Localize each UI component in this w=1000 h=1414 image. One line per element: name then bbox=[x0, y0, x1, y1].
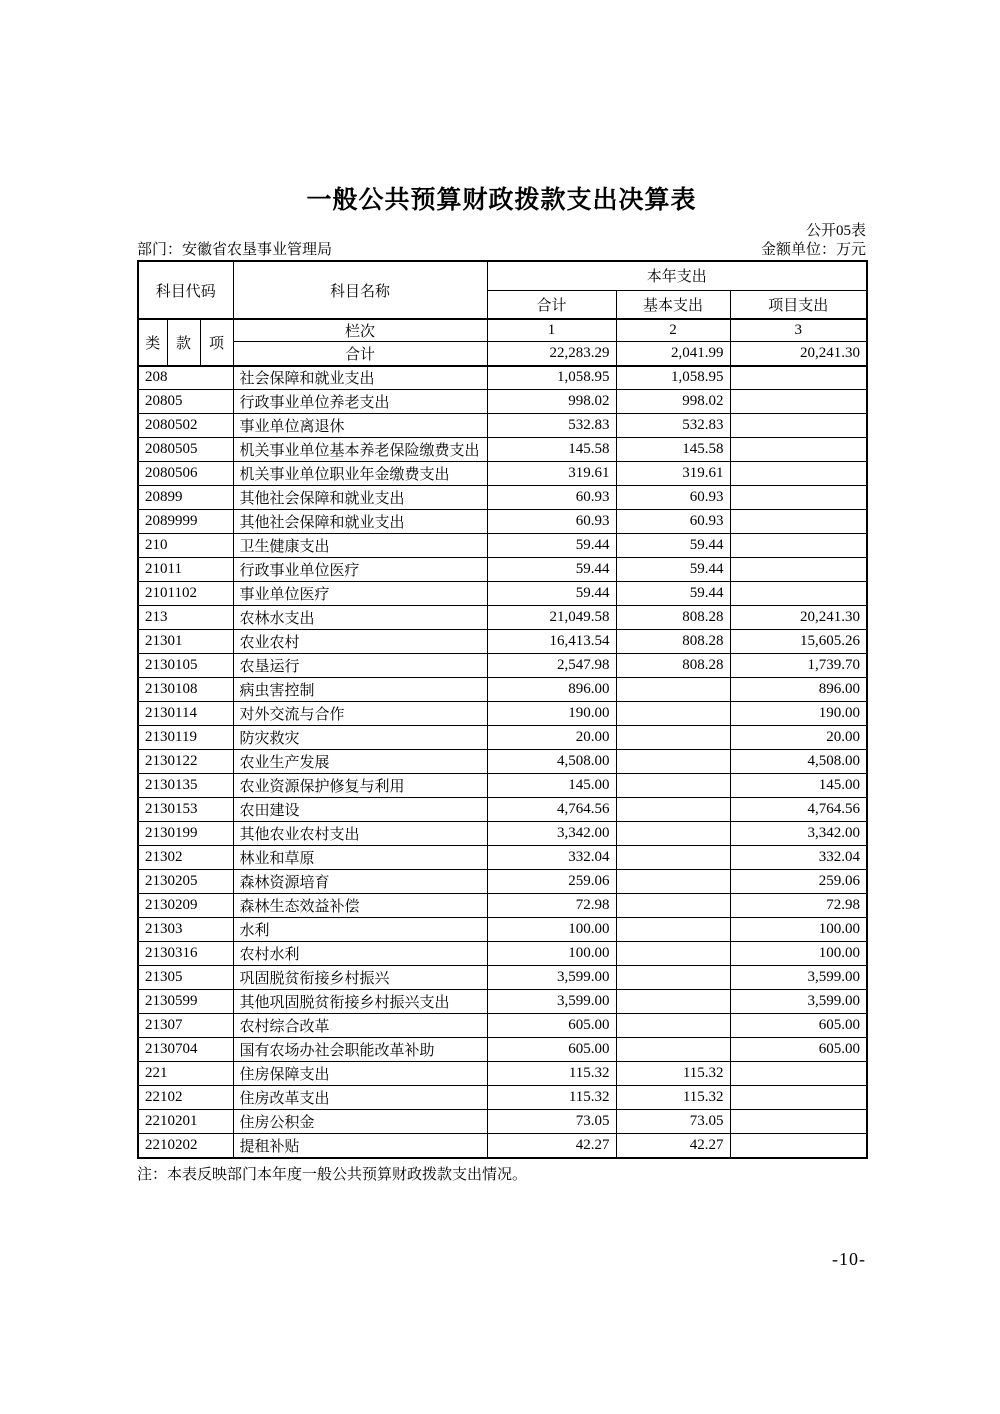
subject-name-cell: 林业和草原 bbox=[233, 846, 487, 870]
table-row bbox=[138, 702, 867, 726]
basic-value-cell bbox=[616, 822, 730, 846]
subject-code-cell: 2130119 bbox=[138, 726, 233, 750]
table-body bbox=[138, 366, 867, 1158]
subject-code-cell: 2130135 bbox=[138, 774, 233, 798]
table-row bbox=[138, 774, 867, 798]
subject-code-cell: 2130122 bbox=[138, 750, 233, 774]
grand-total-label: 合计 bbox=[233, 342, 487, 366]
total-value-cell: 896.00 bbox=[487, 678, 616, 702]
subject-code-cell: 21305 bbox=[138, 966, 233, 990]
basic-value-cell bbox=[616, 846, 730, 870]
project-value-cell: 1,739.70 bbox=[730, 654, 867, 678]
subject-code-cell: 213 bbox=[138, 606, 233, 630]
basic-value-cell: 42.27 bbox=[616, 1134, 730, 1158]
basic-value-cell: 532.83 bbox=[616, 414, 730, 438]
subject-name-cell: 其他社会保障和就业支出 bbox=[233, 486, 487, 510]
project-value-cell: 100.00 bbox=[730, 942, 867, 966]
subject-name-cell: 住房公积金 bbox=[233, 1110, 487, 1134]
project-value-cell bbox=[730, 414, 867, 438]
total-value-cell: 4,764.56 bbox=[487, 798, 616, 822]
basic-value-cell: 998.02 bbox=[616, 390, 730, 414]
project-value-cell bbox=[730, 462, 867, 486]
subject-code-cell: 22102 bbox=[138, 1086, 233, 1110]
subject-name-cell: 水利 bbox=[233, 918, 487, 942]
basic-value-cell bbox=[616, 726, 730, 750]
header-item: 项 bbox=[200, 319, 233, 366]
basic-value-cell bbox=[616, 894, 730, 918]
basic-value-cell bbox=[616, 774, 730, 798]
public-table-number: 公开05表 bbox=[805, 223, 866, 239]
project-value-cell: 72.98 bbox=[730, 894, 867, 918]
table-row bbox=[138, 582, 867, 606]
total-value-cell: 100.00 bbox=[487, 918, 616, 942]
subject-code-cell: 2130599 bbox=[138, 990, 233, 1014]
project-value-cell bbox=[730, 486, 867, 510]
total-value-cell: 3,599.00 bbox=[487, 990, 616, 1014]
project-value-cell: 3,599.00 bbox=[730, 990, 867, 1014]
total-value-cell: 72.98 bbox=[487, 894, 616, 918]
table-header bbox=[138, 261, 867, 366]
project-value-cell bbox=[730, 1134, 867, 1158]
subject-name-cell: 森林资源培育 bbox=[233, 870, 487, 894]
project-value-cell: 4,764.56 bbox=[730, 798, 867, 822]
total-value-cell: 60.93 bbox=[487, 486, 616, 510]
amount-unit-label: 金额单位：万元 bbox=[760, 242, 866, 258]
basic-value-cell: 145.58 bbox=[616, 438, 730, 462]
table-row bbox=[138, 462, 867, 486]
table-row bbox=[138, 1134, 867, 1158]
total-value-cell: 59.44 bbox=[487, 534, 616, 558]
subject-code-cell: 21307 bbox=[138, 1014, 233, 1038]
total-value-cell: 3,342.00 bbox=[487, 822, 616, 846]
total-value-cell: 145.00 bbox=[487, 774, 616, 798]
subject-code-cell: 20805 bbox=[138, 390, 233, 414]
subject-name-cell: 农田建设 bbox=[233, 798, 487, 822]
basic-value-cell: 1,058.95 bbox=[616, 366, 730, 390]
total-value-cell: 190.00 bbox=[487, 702, 616, 726]
basic-value-cell bbox=[616, 1014, 730, 1038]
table-row bbox=[138, 1014, 867, 1038]
table-row bbox=[138, 438, 867, 462]
subject-name-cell: 巩固脱贫衔接乡村振兴 bbox=[233, 966, 487, 990]
project-value-cell: 605.00 bbox=[730, 1014, 867, 1038]
basic-value-cell bbox=[616, 942, 730, 966]
table-row bbox=[138, 1062, 867, 1086]
basic-value-cell: 808.28 bbox=[616, 654, 730, 678]
subject-code-cell: 21303 bbox=[138, 918, 233, 942]
project-value-cell bbox=[730, 1062, 867, 1086]
basic-value-cell bbox=[616, 966, 730, 990]
project-value-cell bbox=[730, 582, 867, 606]
table-row bbox=[138, 414, 867, 438]
project-value-cell: 3,599.00 bbox=[730, 966, 867, 990]
total-value-cell: 4,508.00 bbox=[487, 750, 616, 774]
basic-value-cell: 60.93 bbox=[616, 486, 730, 510]
subject-name-cell: 提租补贴 bbox=[233, 1134, 487, 1158]
header-class: 类 bbox=[138, 319, 167, 366]
basic-value-cell: 115.32 bbox=[616, 1062, 730, 1086]
subject-code-cell: 2210202 bbox=[138, 1134, 233, 1158]
total-value-cell: 319.61 bbox=[487, 462, 616, 486]
table-row bbox=[138, 942, 867, 966]
basic-value-cell: 73.05 bbox=[616, 1110, 730, 1134]
subject-name-cell: 其他社会保障和就业支出 bbox=[233, 510, 487, 534]
grand-total-sum: 22,283.29 bbox=[487, 342, 616, 366]
subject-code-cell: 2080502 bbox=[138, 414, 233, 438]
project-value-cell bbox=[730, 438, 867, 462]
grand-total-basic: 2,041.99 bbox=[616, 342, 730, 366]
basic-value-cell bbox=[616, 798, 730, 822]
subject-name-cell: 农业农村 bbox=[233, 630, 487, 654]
total-value-cell: 59.44 bbox=[487, 582, 616, 606]
total-value-cell: 145.58 bbox=[487, 438, 616, 462]
basic-value-cell: 808.28 bbox=[616, 630, 730, 654]
total-value-cell: 115.32 bbox=[487, 1062, 616, 1086]
table-row bbox=[138, 750, 867, 774]
project-value-cell bbox=[730, 390, 867, 414]
total-value-cell: 42.27 bbox=[487, 1134, 616, 1158]
total-value-cell: 532.83 bbox=[487, 414, 616, 438]
subject-name-cell: 住房保障支出 bbox=[233, 1062, 487, 1086]
header-column-label: 栏次 bbox=[233, 319, 487, 342]
table-row bbox=[138, 390, 867, 414]
total-value-cell: 998.02 bbox=[487, 390, 616, 414]
project-value-cell: 20,241.30 bbox=[730, 606, 867, 630]
department-label: 部门：安徽省农垦事业管理局 bbox=[137, 242, 333, 258]
table-row bbox=[138, 366, 867, 390]
subject-code-cell: 2130704 bbox=[138, 1038, 233, 1062]
basic-value-cell: 59.44 bbox=[616, 534, 730, 558]
subject-code-cell: 20899 bbox=[138, 486, 233, 510]
subject-code-cell: 21302 bbox=[138, 846, 233, 870]
subject-code-cell: 2130205 bbox=[138, 870, 233, 894]
subject-code-cell: 2130199 bbox=[138, 822, 233, 846]
subject-name-cell: 事业单位医疗 bbox=[233, 582, 487, 606]
subject-code-cell: 2080505 bbox=[138, 438, 233, 462]
table-row bbox=[138, 486, 867, 510]
basic-value-cell: 60.93 bbox=[616, 510, 730, 534]
header-subject-name: 科目名称 bbox=[233, 261, 487, 319]
subject-name-cell: 其他巩固脱贫衔接乡村振兴支出 bbox=[233, 990, 487, 1014]
total-value-cell: 21,049.58 bbox=[487, 606, 616, 630]
subject-name-cell: 行政事业单位养老支出 bbox=[233, 390, 487, 414]
total-value-cell: 16,413.54 bbox=[487, 630, 616, 654]
project-value-cell bbox=[730, 534, 867, 558]
header-col-3: 3 bbox=[730, 319, 867, 342]
budget-expenditure-table bbox=[137, 260, 868, 1159]
subject-code-cell: 2130108 bbox=[138, 678, 233, 702]
project-value-cell: 259.06 bbox=[730, 870, 867, 894]
page-title: 一般公共预算财政拨款支出决算表 bbox=[306, 185, 697, 214]
subject-name-cell: 森林生态效益补偿 bbox=[233, 894, 487, 918]
subject-name-cell: 住房改革支出 bbox=[233, 1086, 487, 1110]
project-value-cell bbox=[730, 1110, 867, 1134]
project-value-cell: 145.00 bbox=[730, 774, 867, 798]
subject-code-cell: 221 bbox=[138, 1062, 233, 1086]
subject-name-cell: 社会保障和就业支出 bbox=[233, 366, 487, 390]
subject-code-cell: 2130153 bbox=[138, 798, 233, 822]
project-value-cell: 332.04 bbox=[730, 846, 867, 870]
page-number: -10- bbox=[832, 1249, 866, 1269]
subject-name-cell: 农村综合改革 bbox=[233, 1014, 487, 1038]
basic-value-cell bbox=[616, 918, 730, 942]
project-value-cell bbox=[730, 558, 867, 582]
document-content bbox=[137, 0, 866, 1185]
basic-value-cell bbox=[616, 678, 730, 702]
table-row bbox=[138, 918, 867, 942]
subject-name-cell: 国有农场办社会职能改革补助 bbox=[233, 1038, 487, 1062]
subject-code-cell: 2210201 bbox=[138, 1110, 233, 1134]
project-value-cell: 896.00 bbox=[730, 678, 867, 702]
subject-name-cell: 其他农业农村支出 bbox=[233, 822, 487, 846]
table-row bbox=[138, 726, 867, 750]
total-value-cell: 1,058.95 bbox=[487, 366, 616, 390]
table-row bbox=[138, 558, 867, 582]
subject-name-cell: 病虫害控制 bbox=[233, 678, 487, 702]
basic-value-cell bbox=[616, 870, 730, 894]
subject-name-cell: 农业生产发展 bbox=[233, 750, 487, 774]
table-row bbox=[138, 630, 867, 654]
table-row bbox=[138, 846, 867, 870]
subject-code-cell: 21301 bbox=[138, 630, 233, 654]
subject-code-cell: 21011 bbox=[138, 558, 233, 582]
subject-name-cell: 农村水利 bbox=[233, 942, 487, 966]
project-value-cell: 190.00 bbox=[730, 702, 867, 726]
subject-code-cell: 210 bbox=[138, 534, 233, 558]
subject-name-cell: 农业资源保护修复与利用 bbox=[233, 774, 487, 798]
project-value-cell: 3,342.00 bbox=[730, 822, 867, 846]
total-value-cell: 60.93 bbox=[487, 510, 616, 534]
subject-code-cell: 2089999 bbox=[138, 510, 233, 534]
table-row bbox=[138, 966, 867, 990]
table-row bbox=[138, 1038, 867, 1062]
basic-value-cell bbox=[616, 1038, 730, 1062]
header-subject-code: 科目代码 bbox=[138, 261, 233, 319]
table-row bbox=[138, 822, 867, 846]
subject-code-cell: 2101102 bbox=[138, 582, 233, 606]
subject-name-cell: 事业单位离退休 bbox=[233, 414, 487, 438]
table-row bbox=[138, 534, 867, 558]
project-value-cell: 4,508.00 bbox=[730, 750, 867, 774]
total-value-cell: 2,547.98 bbox=[487, 654, 616, 678]
subject-name-cell: 行政事业单位医疗 bbox=[233, 558, 487, 582]
subject-name-cell: 机关事业单位基本养老保险缴费支出 bbox=[233, 438, 487, 462]
table-row bbox=[138, 1086, 867, 1110]
table-note: 注：本表反映部门本年度一般公共预算财政拨款支出情况。 bbox=[137, 1166, 528, 1183]
table-row bbox=[138, 870, 867, 894]
table-row bbox=[138, 894, 867, 918]
project-value-cell bbox=[730, 366, 867, 390]
project-value-cell: 100.00 bbox=[730, 918, 867, 942]
subject-code-cell: 2130316 bbox=[138, 942, 233, 966]
header-col-1: 1 bbox=[487, 319, 616, 342]
subject-name-cell: 机关事业单位职业年金缴费支出 bbox=[233, 462, 487, 486]
total-value-cell: 259.06 bbox=[487, 870, 616, 894]
project-value-cell: 605.00 bbox=[730, 1038, 867, 1062]
table-row bbox=[138, 1110, 867, 1134]
total-value-cell: 332.04 bbox=[487, 846, 616, 870]
project-value-cell bbox=[730, 510, 867, 534]
header-current-year-expense: 本年支出 bbox=[487, 261, 867, 290]
subject-code-cell: 208 bbox=[138, 366, 233, 390]
table-row bbox=[138, 510, 867, 534]
meta-row bbox=[137, 241, 866, 259]
subject-name-cell: 农林水支出 bbox=[233, 606, 487, 630]
grand-total-project: 20,241.30 bbox=[730, 342, 867, 366]
subject-name-cell: 农垦运行 bbox=[233, 654, 487, 678]
table-row bbox=[138, 606, 867, 630]
project-value-cell: 15,605.26 bbox=[730, 630, 867, 654]
total-value-cell: 115.32 bbox=[487, 1086, 616, 1110]
subject-code-cell: 2080506 bbox=[138, 462, 233, 486]
header-project-expense: 项目支出 bbox=[730, 290, 867, 319]
basic-value-cell: 808.28 bbox=[616, 606, 730, 630]
subject-name-cell: 对外交流与合作 bbox=[233, 702, 487, 726]
subject-code-cell: 2130114 bbox=[138, 702, 233, 726]
header-basic-expense: 基本支出 bbox=[616, 290, 730, 319]
table-row bbox=[138, 798, 867, 822]
table-row bbox=[138, 990, 867, 1014]
basic-value-cell bbox=[616, 750, 730, 774]
total-value-cell: 20.00 bbox=[487, 726, 616, 750]
table-row bbox=[138, 678, 867, 702]
header-col-2: 2 bbox=[616, 319, 730, 342]
subject-name-cell: 卫生健康支出 bbox=[233, 534, 487, 558]
total-value-cell: 605.00 bbox=[487, 1038, 616, 1062]
total-value-cell: 3,599.00 bbox=[487, 966, 616, 990]
basic-value-cell: 115.32 bbox=[616, 1086, 730, 1110]
basic-value-cell: 59.44 bbox=[616, 582, 730, 606]
total-value-cell: 605.00 bbox=[487, 1014, 616, 1038]
basic-value-cell bbox=[616, 702, 730, 726]
total-value-cell: 59.44 bbox=[487, 558, 616, 582]
subject-code-cell: 2130209 bbox=[138, 894, 233, 918]
header-section: 款 bbox=[167, 319, 200, 366]
table-row bbox=[138, 654, 867, 678]
basic-value-cell bbox=[616, 990, 730, 1014]
basic-value-cell: 319.61 bbox=[616, 462, 730, 486]
project-value-cell: 20.00 bbox=[730, 726, 867, 750]
basic-value-cell: 59.44 bbox=[616, 558, 730, 582]
subject-name-cell: 防灾救灾 bbox=[233, 726, 487, 750]
subject-code-cell: 2130105 bbox=[138, 654, 233, 678]
header-total: 合计 bbox=[487, 290, 616, 319]
project-value-cell bbox=[730, 1086, 867, 1110]
total-value-cell: 100.00 bbox=[487, 942, 616, 966]
total-value-cell: 73.05 bbox=[487, 1110, 616, 1134]
